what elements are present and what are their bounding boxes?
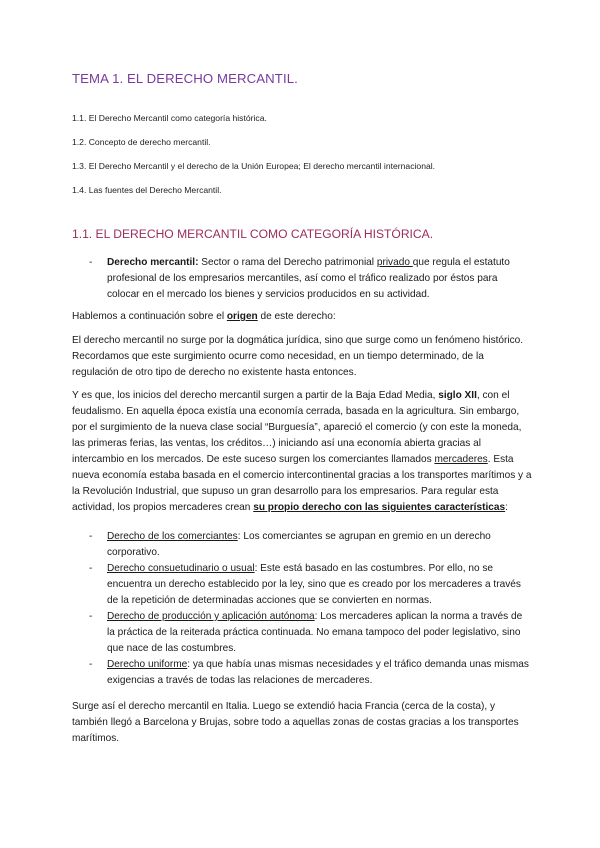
definition-term: Derecho mercantil: (107, 257, 199, 268)
bullet-dash: - (89, 531, 93, 542)
history-text-1: Y es que, los inicios del derecho mercantil surgen a partir de la Baja Edad Media, (72, 390, 439, 401)
origin-intro-text: Hablemos a continuación sobre el (72, 311, 227, 322)
characteristic-text: : Los comerciantes se agrupan en gremio en un derecho corporativo. (107, 531, 491, 558)
origin-emphasis: origen (226, 311, 258, 322)
paragraph-expansion: Surge así el derecho mercantil en Italia. Luego se extendió hacia Francia (cerca de la costa), y también llegó a Barcelona y Brujas, sobre todo a aquellas zonas de costas gracias a los transportes marítimos. (72, 701, 519, 744)
characteristic-label: Derecho de producción y aplicación autónoma (107, 611, 315, 622)
bullet-dash: - (89, 659, 93, 670)
history-bold-century: siglo XII (438, 390, 477, 401)
origin-intro-end: de este derecho: (257, 311, 336, 322)
characteristic-text: : Los mercaderes aplican la norma a través de la práctica de la reiterada práctica continuada. No emana tampoco del poder legislativo, sino que nace de las costumbres. (107, 611, 523, 654)
history-underlined-mercaderes: mercaderes (434, 454, 488, 465)
toc-item-1: 1.1. El Derecho Mercantil como categoría histórica. (72, 113, 267, 123)
characteristic-text: : Este está basado en las costumbres. Por ello, no se encuentra un derecho establecido por la ley, sino que es creado por los mercaderes a través de la repetición de determinadas acciones que se convierten en normas. (107, 563, 521, 606)
characteristics-list (72, 529, 532, 689)
paragraph-history (72, 388, 532, 516)
definition-text-1: Sector o rama del Derecho patrimonial (198, 257, 377, 268)
bullet-dash: - (89, 563, 93, 574)
bullet-dash: - (89, 257, 93, 268)
toc-item-4: 1.4. Las fuentes del Derecho Mercantil. (72, 185, 222, 195)
origin-intro (72, 309, 532, 325)
characteristic-item (72, 529, 532, 561)
characteristic-item (72, 561, 532, 609)
characteristic-label: Derecho de los comerciantes (107, 531, 238, 542)
toc-item-2: 1.2. Concepto de derecho mercantil. (72, 137, 211, 147)
characteristic-item (72, 657, 532, 689)
history-text-2: , con el feudalismo. En aquella época existía una economía cerrada, basada en la agricultura. Sin embargo, por el surgimiento de la nueva clase social “Burguesía”, apareció el comercio (y con este la moneda, las primeras ferias, las ventas, los créditos…) iniciando así una economía abierta gracias al intercambio en los mercados. De este suceso surgen los comerciantes llamados (72, 390, 522, 465)
history-characteristics-emphasis: su propio derecho con las siguientes características (253, 502, 506, 513)
history-text-3: . Esta nueva economía estaba basada en el comercio intercontinental gracias a los transportes marítimos y a la Revolución Industrial, que supuso un gran desarrollo para los empresarios. Para regular esta actividad, los propios mercaderes crean (72, 454, 532, 513)
definition-text-2: que regula el estatuto profesional de los empresarios mercantiles, así como el tráfico realizado por éstos para colocar en el mercado los bienes y servicios producidos en su actividad. (107, 257, 510, 300)
definition-item (72, 255, 532, 303)
section-heading: 1.1. EL DERECHO MERCANTIL COMO CATEGORÍA HISTÓRICA. (72, 227, 434, 241)
bullet-dash: - (89, 611, 93, 622)
characteristic-text: : ya que había unas mismas necesidades y el tráfico demanda unas mismas exigencias a través de todas las relaciones de mercaderes. (107, 659, 529, 686)
toc-item-3: 1.3. El Derecho Mercantil y el derecho de la Unión Europea; El derecho mercantil internacional. (72, 161, 436, 171)
history-text-4: : (505, 502, 508, 513)
paragraph-origin: El derecho mercantil no surge por la dogmática jurídica, sino que surge como un fenómeno histórico. Recordamos que este surgimiento ocurre como necesidad, en un tiempo determinado, de la regulación de otro tipo de derecho no existente hasta entonces. (72, 335, 524, 378)
characteristic-label: Derecho uniforme (107, 659, 188, 670)
characteristic-item (72, 609, 532, 657)
characteristic-label: Derecho consuetudinario o usual (107, 563, 255, 574)
definition-underlined: privado (376, 257, 413, 268)
definition-list (72, 255, 532, 303)
page-title: TEMA 1. EL DERECHO MERCANTIL. (72, 71, 298, 86)
